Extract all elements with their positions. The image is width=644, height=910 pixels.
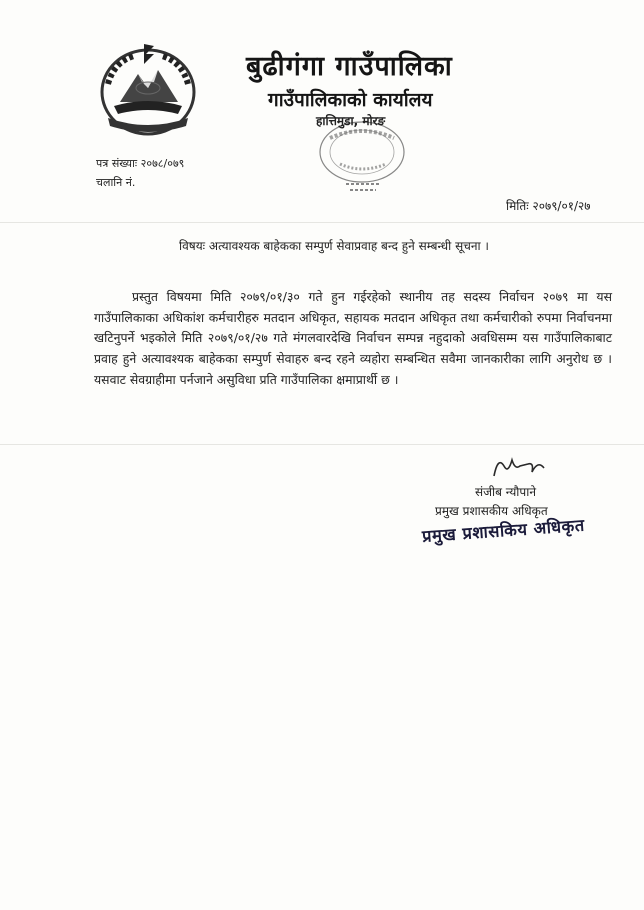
scan-line [0,444,644,445]
office-address: हात्तिमुडा, मोरङ [316,114,386,128]
scan-line [0,222,644,223]
organization-name: बुढीगंगा गाउँपालिका [246,51,453,82]
municipality-emblem-icon [94,40,202,136]
dispatch-number: चलानि नं. [96,176,136,189]
signatory-name: संजीब न्यौपाने [475,485,536,499]
office-stamp-icon [306,118,416,198]
office-name: गाउँपालिकाको कार्यालय [268,89,433,111]
letter-body: प्रस्तुत विषयमा मिति २०७९/०१/३० गते हुन गईरहेको स्थानीय तह सदस्य निर्वाचन २०७९ मा यस गाउँपालिकाका अधिकांश कर्मचारीहरु मतदान अधिकृत, सहायक मतदान अधिकृत तथा कर्मचारीको रुपमा निर्वाचनमा खटिनुपर्ने भइकोले मिति २०७९/०१/२७ गते मंगलवारदेखि निर्वाचन सम्पन्न नहुदाको अवधिसम्म यस गाउँपालिकाबाट प्रवाह हुने अत्यावश्यक बाहेकका सम्पुर्ण सेवाहरु बन्द रहने व्यहोरा सम्बन्धित सवैमा जानकारीका लागि अनुरोध छ । यसवाट सेवग्राहीमा पर्नजाने असुविधा प्रति गाउँपालिका क्षमाप्रार्थी छ । [94,289,612,387]
signatory-stamp: प्रमुख प्रशासकिय अधिकृत [421,515,586,546]
letter-subject: विषयः अत्यावश्यक बाहेकका सम्पुर्ण सेवाप्रवाह बन्द हुने सम्बन्धी सूचना । [179,239,489,253]
signatory-title: प्रमुख प्रशासकीय अधिकृत [435,504,548,518]
letter-number: पत्र संख्याः २०७८/०७९ [96,157,185,170]
letter-date: मितिः २०७९/०१/२७ [506,199,591,213]
signature-scribble-icon [488,452,552,482]
